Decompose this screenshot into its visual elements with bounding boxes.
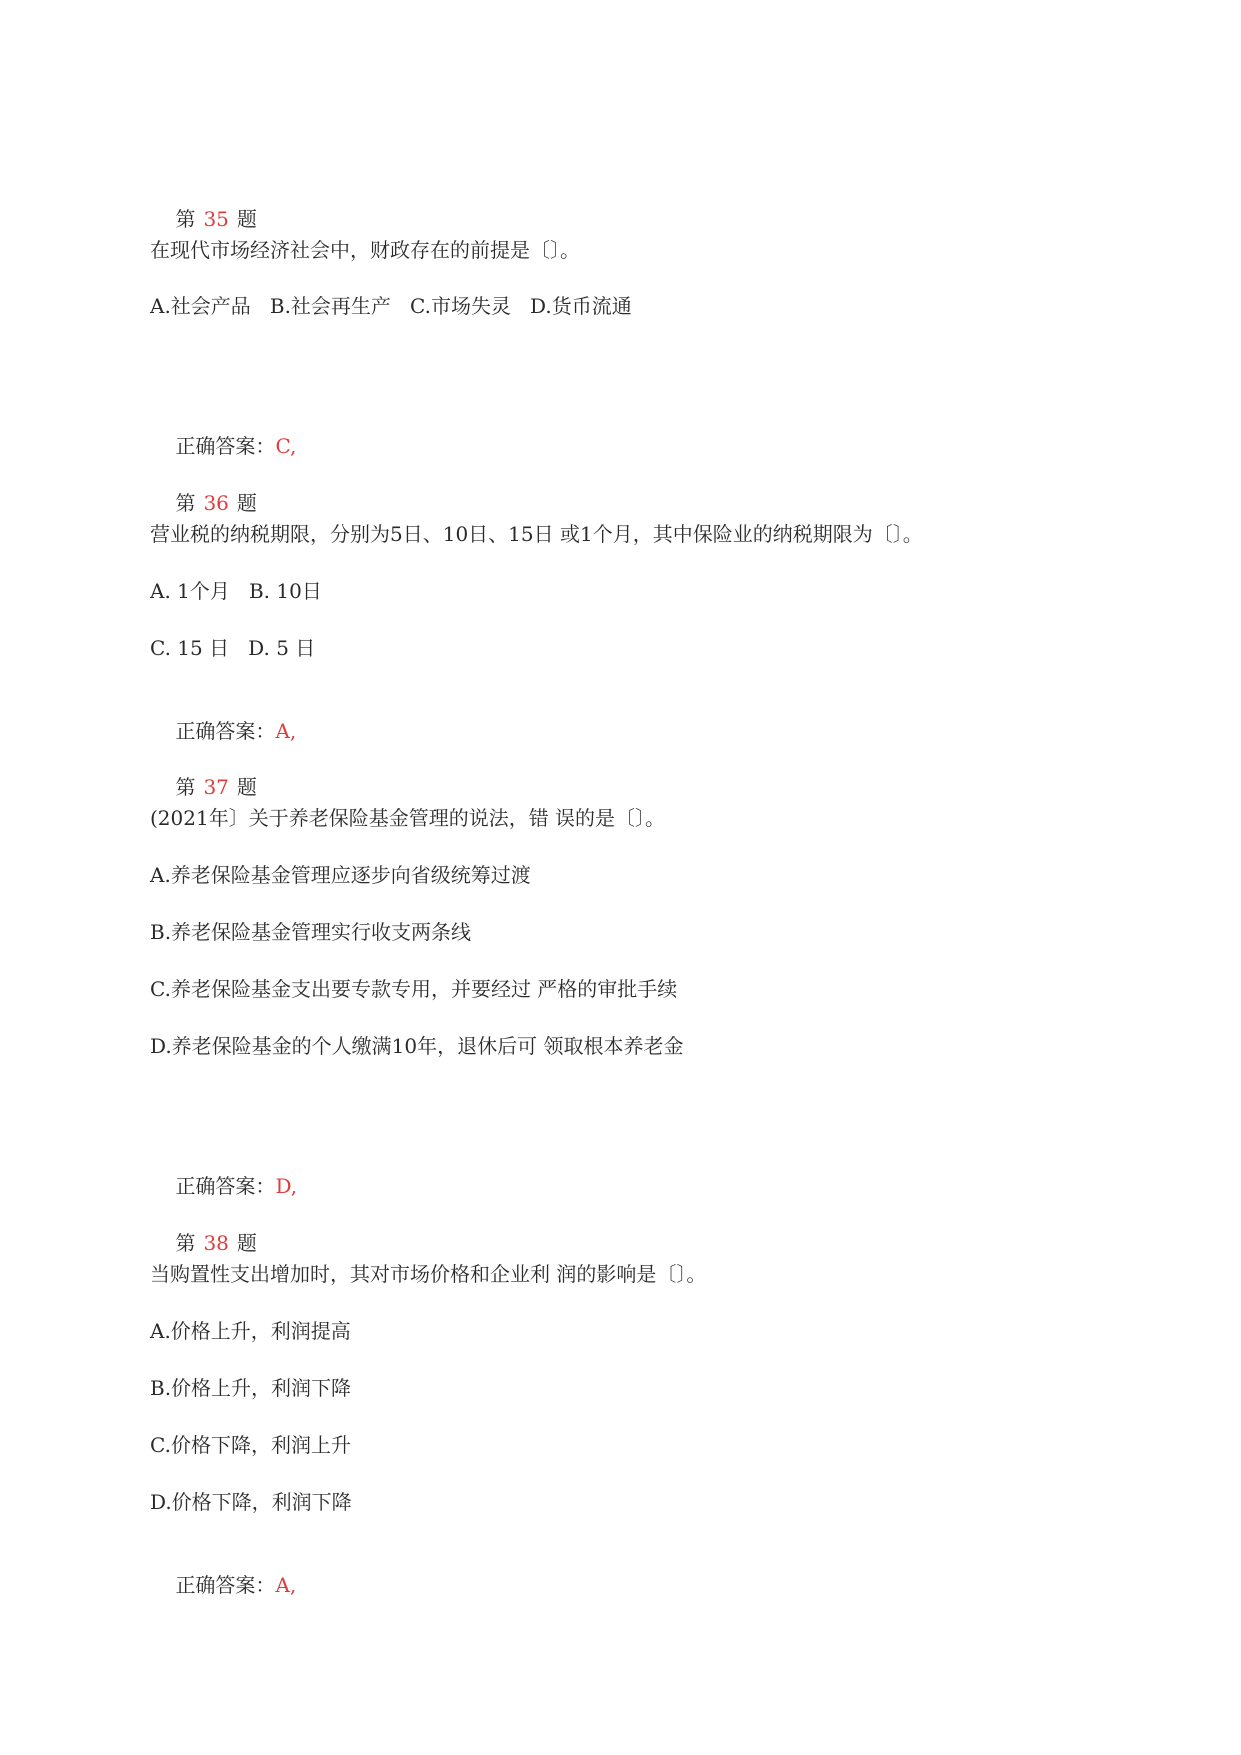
question-header-suffix: 题 [236, 491, 257, 515]
answer-label: 正确答案： [175, 1573, 276, 1597]
question-options-line: D.价格下降，利润下降 [150, 1490, 352, 1514]
answer-label: 正确答案： [175, 719, 276, 743]
question-header-prefix: 第 [175, 207, 196, 231]
question-options-line: C. 15 日 D. 5 日 [150, 636, 316, 660]
answer-line [150, 1546, 296, 1624]
question-header-suffix: 题 [236, 207, 257, 231]
question-number: 36 [203, 491, 229, 515]
question-options-line: A.社会产品 B.社会再生产 C.市场失灵 D.货币流通 [150, 294, 632, 318]
question-options-line: C.价格下降，利润上升 [150, 1433, 351, 1457]
answer-value: D, [275, 1174, 298, 1198]
question-number: 38 [203, 1231, 229, 1255]
question-header-prefix: 第 [175, 1231, 196, 1255]
question-options-line: A.养老保险基金管理应逐步向省级统筹过渡 [150, 863, 531, 887]
question-stem: 在现代市场经济社会中，财政存在的前提是〔〕。 [150, 238, 580, 262]
question-header-suffix: 题 [236, 1231, 257, 1255]
question-stem: (2021年〕关于养老保险基金管理的说法，错 误的是〔〕。 [150, 806, 666, 830]
question-options-line: A. 1个月 B. 10日 [150, 579, 322, 603]
answer-value: A, [275, 719, 297, 743]
question-header-prefix: 第 [175, 491, 196, 515]
answer-label: 正确答案： [175, 434, 276, 458]
question-options-line: D.养老保险基金的个人缴满10年，退休后可 领取根本养老金 [150, 1034, 684, 1058]
answer-value: A, [275, 1573, 297, 1597]
question-stem: 当购置性支出增加时，其对市场价格和企业利 润的影响是〔〕。 [150, 1262, 707, 1286]
question-options-line: A.价格上升，利润提高 [150, 1319, 351, 1343]
question-header-suffix: 题 [236, 775, 257, 799]
question-options-line: B.养老保险基金管理实行收支两条线 [150, 920, 472, 944]
answer-label: 正确答案： [175, 1174, 276, 1198]
question-options-line: C.养老保险基金支出要专款专用，并要经过 严格的审批手续 [150, 977, 678, 1001]
question-number: 35 [203, 207, 229, 231]
question-number: 37 [203, 775, 229, 799]
question-header-prefix: 第 [175, 775, 196, 799]
answer-value: C, [275, 434, 297, 458]
question-stem: 营业税的纳税期限，分别为5日、10日、15日 或1个月，其中保险业的纳税期限为〔〕。 [150, 522, 923, 546]
question-options-line: B.价格上升，利润下降 [150, 1376, 352, 1400]
